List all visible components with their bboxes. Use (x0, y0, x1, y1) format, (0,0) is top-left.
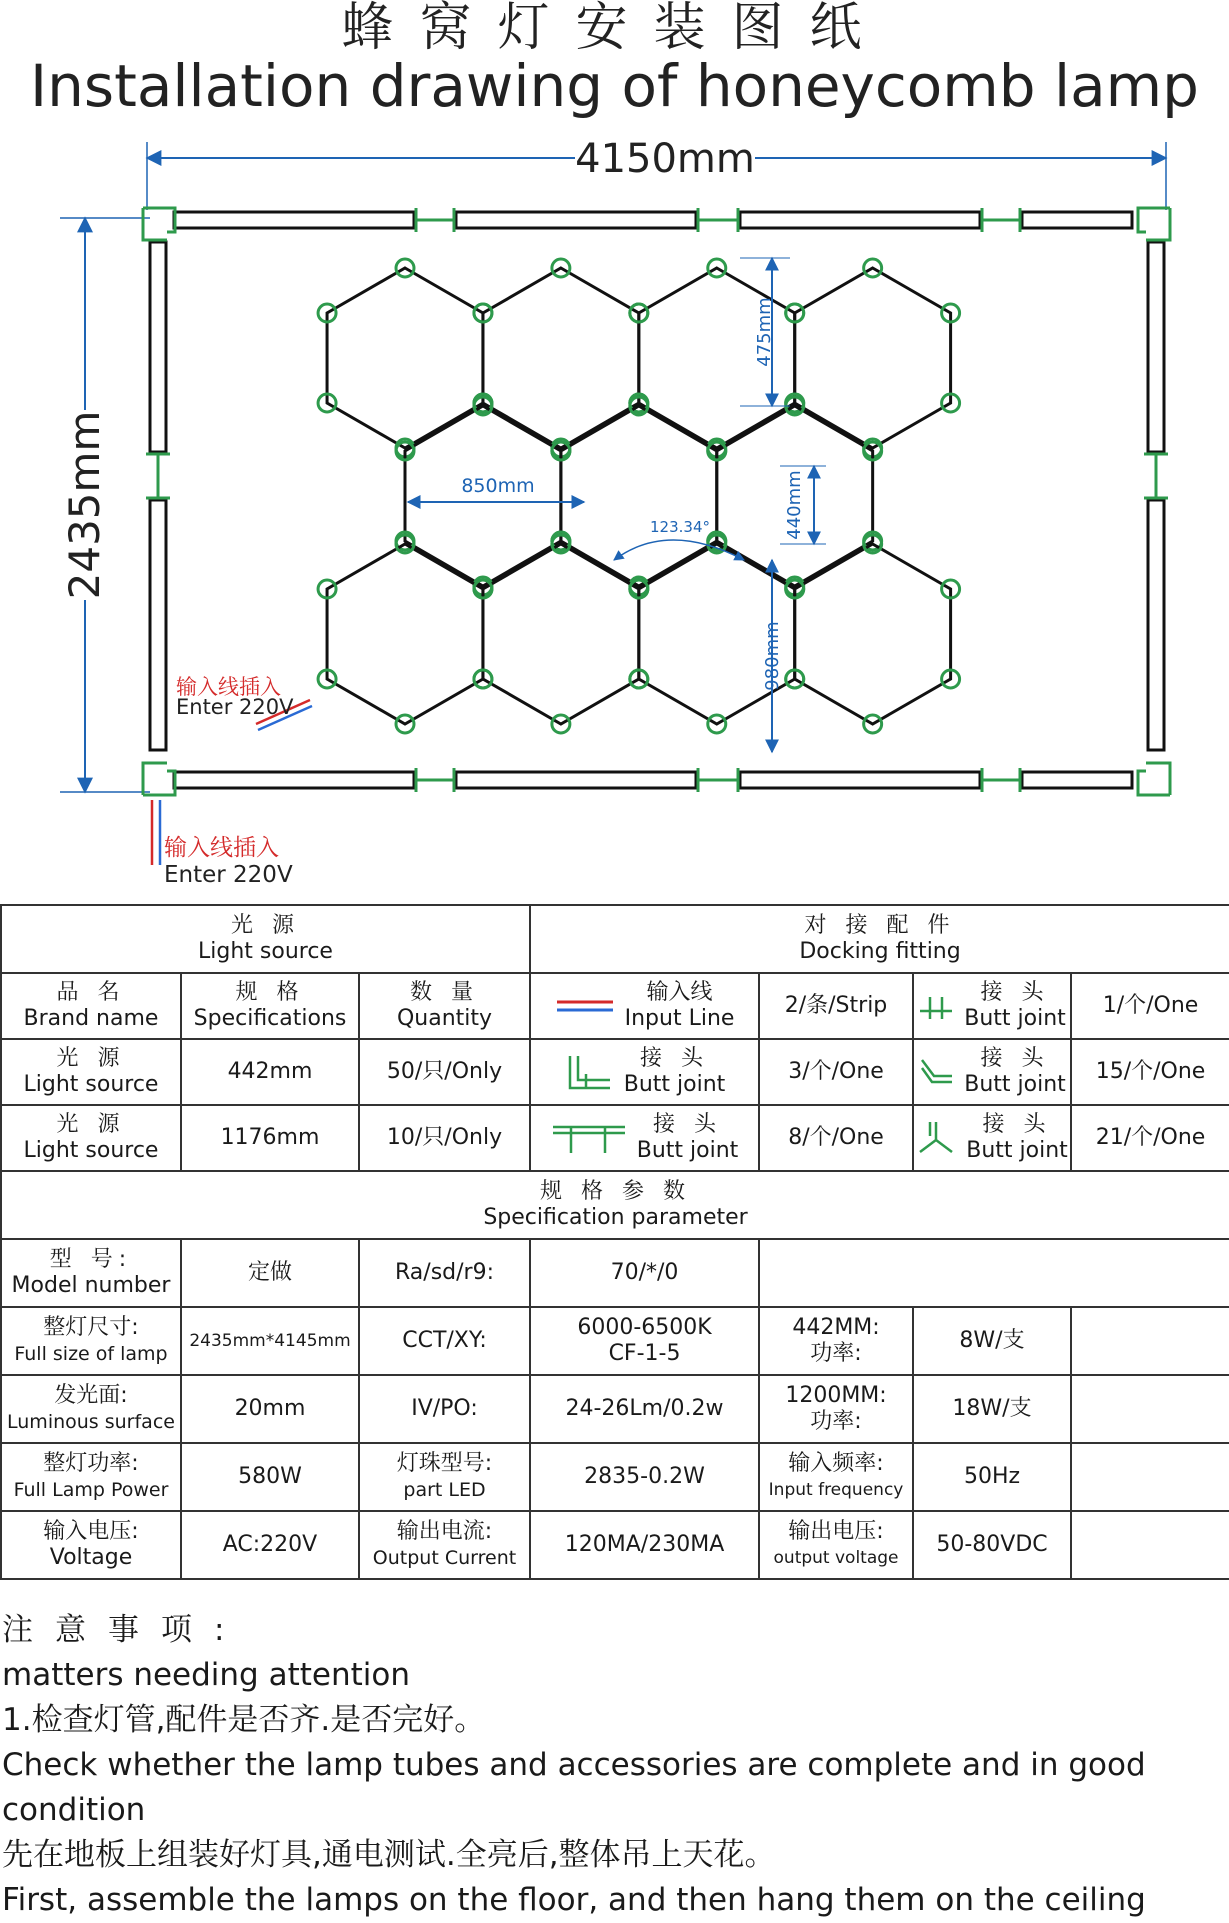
surface-value: 20mm (181, 1375, 359, 1443)
fitting-joint-c: 接 头 Butt joint (913, 1039, 1071, 1105)
fitting-joint-a-qty: 1/个/One (1071, 973, 1229, 1039)
power-442-label: 442MM: 功率: (759, 1307, 913, 1375)
output-voltage-label: 输出电压: output voltage (759, 1511, 913, 1579)
page-title-en: Installation drawing of honeycomb lamp (30, 52, 1199, 120)
note-2-en: First, assemble the lamps on the floor, and then hang them on the ceiling (2, 1882, 1146, 1918)
cct-value: 6000-6500K CF-1-5 (530, 1307, 759, 1375)
voltage-label: 输入电压: Voltage (1, 1511, 181, 1579)
fitting-joint-d: 接 头 Butt joint (530, 1105, 759, 1171)
frequency-value: 50Hz (913, 1443, 1071, 1511)
note-1-en-b: condition (2, 1792, 146, 1828)
angle-label: 123.34° (650, 518, 710, 536)
surface-label: 发光面: Luminous surface (1, 1375, 181, 1443)
row2-qty: 10/只/Only (359, 1105, 530, 1171)
spec-table (0, 904, 1229, 1580)
led-label: 灯珠型号: part LED (359, 1443, 530, 1511)
notes-heading-en: matters needing attention (2, 1657, 410, 1693)
power-1200-value: 18W/支 (913, 1375, 1071, 1443)
fitting-joint-c-qty: 15/个/One (1071, 1039, 1229, 1105)
col-brand-name: 品 名 Brand name (1, 973, 181, 1039)
honeycomb-hexagons (318, 259, 960, 733)
cct-label: CCT/XY: (359, 1307, 530, 1375)
power-442-value: 8W/支 (913, 1307, 1071, 1375)
note-2-cn: 先在地板上组装好灯具,通电测试.全亮后,整体吊上天花。 (2, 1837, 776, 1873)
width-label: 4150mm (575, 136, 755, 182)
fitting-joint-e: 接 头 Butt joint (913, 1105, 1071, 1171)
note-1-en-a: Check whether the lamp tubes and accessories are complete and in good (2, 1747, 1146, 1783)
dim-980-label: 980mm (762, 621, 783, 691)
height-dimension (60, 218, 150, 792)
fitting-joint-a: 接 头 Butt joint (913, 973, 1071, 1039)
input-inner-label-en: Enter 220V (176, 695, 294, 719)
empty-cell (1071, 1307, 1229, 1375)
empty-cell (1071, 1375, 1229, 1443)
empty-cell (759, 1239, 1229, 1307)
height-label: 2435mm (60, 410, 109, 600)
size-label: 整灯尺寸: Full size of lamp (1, 1307, 181, 1375)
straight-joint-icon (918, 991, 954, 1021)
row1-name: 光 源 Light source (1, 1039, 181, 1105)
note-1-cn: 1.检查灯管,配件是否齐.是否完好。 (2, 1702, 486, 1738)
input-inner-label-cn: 输入线插入 (176, 675, 281, 699)
page-title-cn: 蜂窝灯安装图纸 (341, 0, 888, 58)
full-power-label: 整灯功率: Full Lamp Power (1, 1443, 181, 1511)
row1-qty: 50/只/Only (359, 1039, 530, 1105)
dim-440-label: 440mm (784, 470, 805, 540)
angled-joint-icon (918, 1054, 954, 1090)
input-line-icon (555, 996, 615, 1016)
fitting-joint-e-qty: 21/个/One (1071, 1105, 1229, 1171)
input-outer-label-cn: 输入线插入 (164, 835, 279, 861)
led-value: 2835-0.2W (530, 1443, 759, 1511)
t-joint-icon (551, 1121, 627, 1155)
ivpo-label: IV/PO: (359, 1375, 530, 1443)
power-1200-label: 1200MM: 功率: (759, 1375, 913, 1443)
output-current-label: 输出电流: Output Current (359, 1511, 530, 1579)
docking-fitting-header: 对 接 配 件 Docking fitting (530, 905, 1229, 973)
installation-diagram (0, 120, 1229, 890)
model-label: 型 号: Model number (1, 1239, 181, 1307)
empty-cell (1071, 1511, 1229, 1579)
col-quantity: 数 量 Quantity (359, 973, 530, 1039)
dim-850-label: 850mm (461, 475, 535, 497)
fitting-joint-d-qty: 8/个/One (759, 1105, 913, 1171)
light-source-header: 光 源 Light source (1, 905, 530, 973)
input-wire-inner (176, 675, 312, 730)
ra-value: 70/*/0 (530, 1239, 759, 1307)
attention-notes (2, 1608, 1227, 1923)
row2-name: 光 源 Light source (1, 1105, 181, 1171)
width-dimension (147, 134, 1166, 210)
fitting-joint-b: 接 头 Butt joint (530, 1039, 759, 1105)
model-value: 定做 (181, 1239, 359, 1307)
fitting-input-line: 输入线 Input Line (530, 973, 759, 1039)
corner-joint-icon (564, 1052, 614, 1092)
output-current-value: 120MA/230MA (530, 1511, 759, 1579)
input-outer-label-en: Enter 220V (164, 862, 293, 888)
notes-heading-cn: 注意事项: (2, 1612, 247, 1648)
size-value: 2435mm*4145mm (181, 1307, 359, 1375)
empty-cell (1071, 1443, 1229, 1511)
row1-spec: 442mm (181, 1039, 359, 1105)
outer-frame (150, 212, 1164, 788)
full-power-value: 580W (181, 1443, 359, 1511)
ra-label: Ra/sd/r9: (359, 1239, 530, 1307)
output-voltage-value: 50-80VDC (913, 1511, 1071, 1579)
input-wire-outer (152, 800, 293, 888)
y-joint-icon (916, 1118, 956, 1158)
inner-dimensions (408, 258, 826, 752)
dim-475-label: 475mm (754, 297, 775, 367)
fitting-input-line-qty: 2/条/Strip (759, 973, 913, 1039)
row2-spec: 1176mm (181, 1105, 359, 1171)
fitting-joint-b-qty: 3/个/One (759, 1039, 913, 1105)
spec-param-header: 规 格 参 数 Specification parameter (1, 1171, 1229, 1239)
col-specifications: 规 格 Specifications (181, 973, 359, 1039)
frequency-label: 输入频率: Input frequency (759, 1443, 913, 1511)
ivpo-value: 24-26Lm/0.2w (530, 1375, 759, 1443)
voltage-value: AC:220V (181, 1511, 359, 1579)
